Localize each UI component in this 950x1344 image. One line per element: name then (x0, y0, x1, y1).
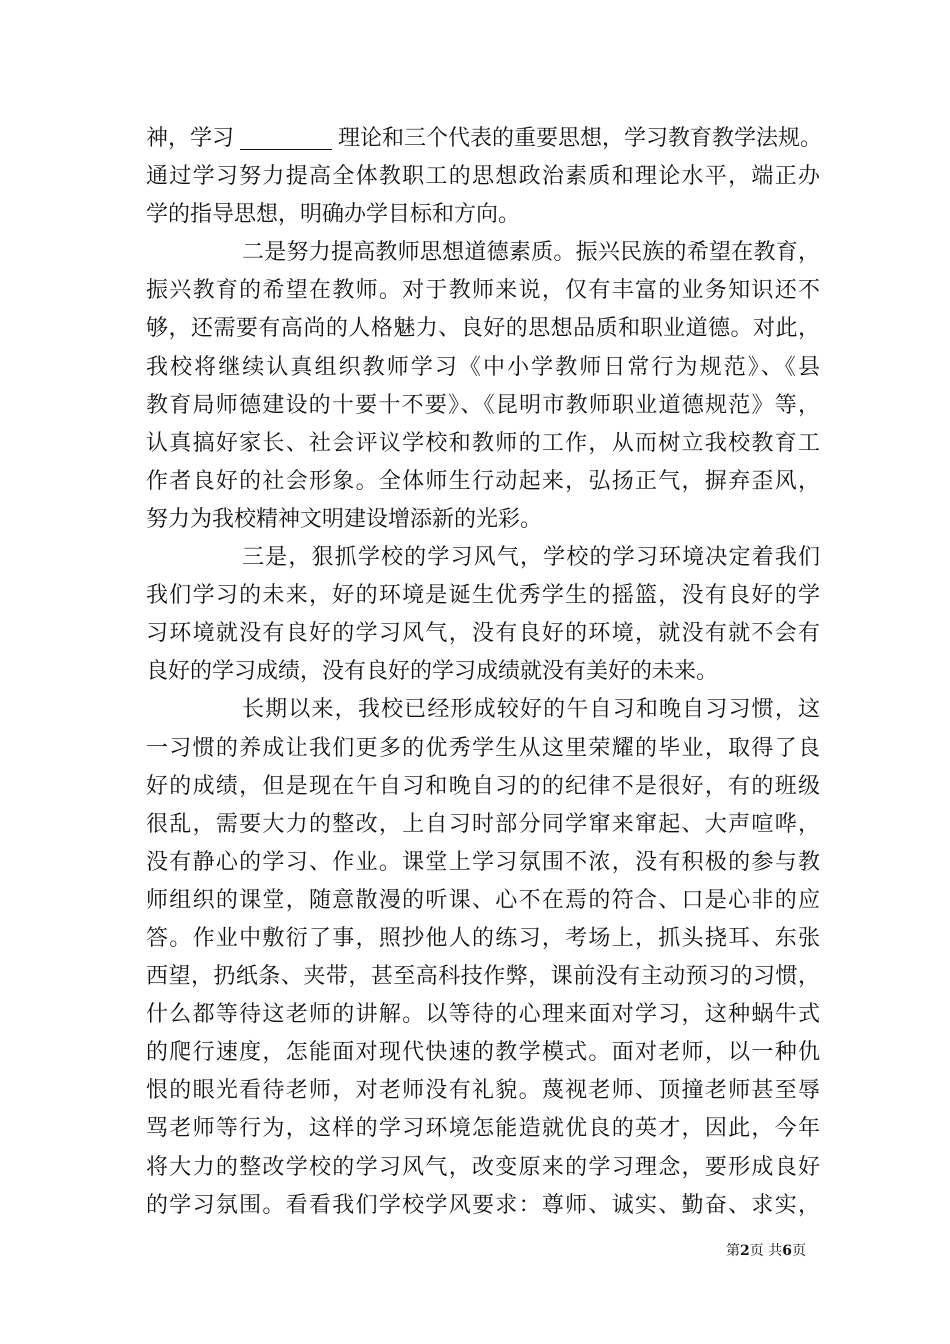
paragraph-start-line: 三是，狠抓学校的学习风气，学校的学习环境决定着我们 (242, 545, 820, 571)
text-line: 好的成绩，但是现在午自习和晚自习的的纪律不是很好，有的班级 (146, 773, 820, 799)
text-segment: 理论和三个代表的重要思想，学习教育教学法规。 (338, 126, 823, 151)
fill-in-blank (240, 127, 332, 150)
text-line: 作者良好的社会形象。全体师生行动起来，弘扬正气，摒弃歪风， (146, 468, 820, 494)
text-line: 恨的眼光看待老师，对老师没有礼貌。蔑视老师、顶撞老师甚至辱 (146, 1078, 820, 1104)
text-line: 西望，扔纸条、夹带，甚至高科技作弊，课前没有主动预习的习惯， (146, 964, 820, 990)
text-line: 的学习氛围。看看我们学校学风要求：尊师、诚实、勤奋、求实， (146, 1192, 820, 1218)
text-line: 很乱，需要大力的整改，上自习时部分同学窜来窜起、大声喧哗， (146, 811, 820, 837)
text-line: 通过学习努力提高全体教职工的思想政治素质和理论水平，端正办 (146, 164, 820, 190)
paragraph-start-line: 二是努力提高教师思想道德素质。振兴民族的希望在教育， (242, 240, 820, 266)
text-line: 习环境就没有良好的学习风气，没有良好的环境，就没有就不会有 (146, 621, 820, 647)
text-line: 我校将继续认真组织教师学习《中小学教师日常行为规范》、《县 (146, 354, 820, 380)
text-line: 没有静心的学习、作业。课堂上学习氛围不浓，没有积极的参与教 (146, 849, 820, 875)
text-line: 够，还需要有高尚的人格魅力、良好的思想品质和职业道德。对此， (146, 316, 820, 342)
footer-prefix: 第 (726, 1243, 741, 1259)
text-line: 教育局师德建设的十要十不要》、《昆明市教师职业道德规范》等， (146, 392, 820, 418)
text-line: 认真搞好家长、社会评议学校和教师的工作，从而树立我校教育工 (146, 430, 820, 456)
text-line: 我们学习的未来，好的环境是诞生优秀学生的摇篮，没有良好的学 (146, 583, 820, 609)
text-line: 振兴教育的希望在教师。对于教师来说，仅有丰富的业务知识还不 (146, 278, 820, 304)
text-segment: 神，学习 (146, 126, 235, 151)
text-line: 答。作业中敷衍了事，照抄他人的练习，考场上，抓头挠耳、东张 (146, 925, 820, 951)
body-text (146, 120, 823, 1225)
text-line: 的爬行速度，怎能面对现代快速的教学模式。面对老师，以一种仇 (146, 1040, 820, 1066)
page-footer (0, 1242, 806, 1260)
total-pages-number: 6 (782, 1243, 792, 1259)
text-line: 将大力的整改学校的学习风气，改变原来的学习理念，要形成良好 (146, 1154, 820, 1180)
text-line: 良好的学习成绩，没有良好的学习成绩就没有美好的未来。 (146, 659, 719, 685)
text-line: 什么都等待这老师的讲解。以等待的心理来面对学习，这种蜗牛式 (146, 1002, 820, 1028)
text-line (146, 120, 823, 158)
text-line: 努力为我校精神文明建设增添新的光彩。 (146, 506, 543, 532)
current-page-number: 2 (740, 1243, 750, 1259)
text-line: 学的指导思想，明确办学目标和方向。 (146, 202, 521, 228)
footer-middle: 页 共 (749, 1243, 783, 1259)
text-line: 师组织的课堂，随意散漫的听课、心不在焉的符合、口是心非的应 (146, 887, 820, 913)
text-line: 骂老师等行为，这样的学习环境怎能造就优良的英才，因此，今年 (146, 1116, 820, 1142)
text-line: 一习惯的养成让我们更多的优秀学生从这里荣耀的毕业，取得了良 (146, 735, 820, 761)
paragraph-start-line: 长期以来，我校已经形成较好的午自习和晚自习习惯，这 (242, 697, 820, 723)
footer-suffix: 页 (792, 1243, 806, 1259)
